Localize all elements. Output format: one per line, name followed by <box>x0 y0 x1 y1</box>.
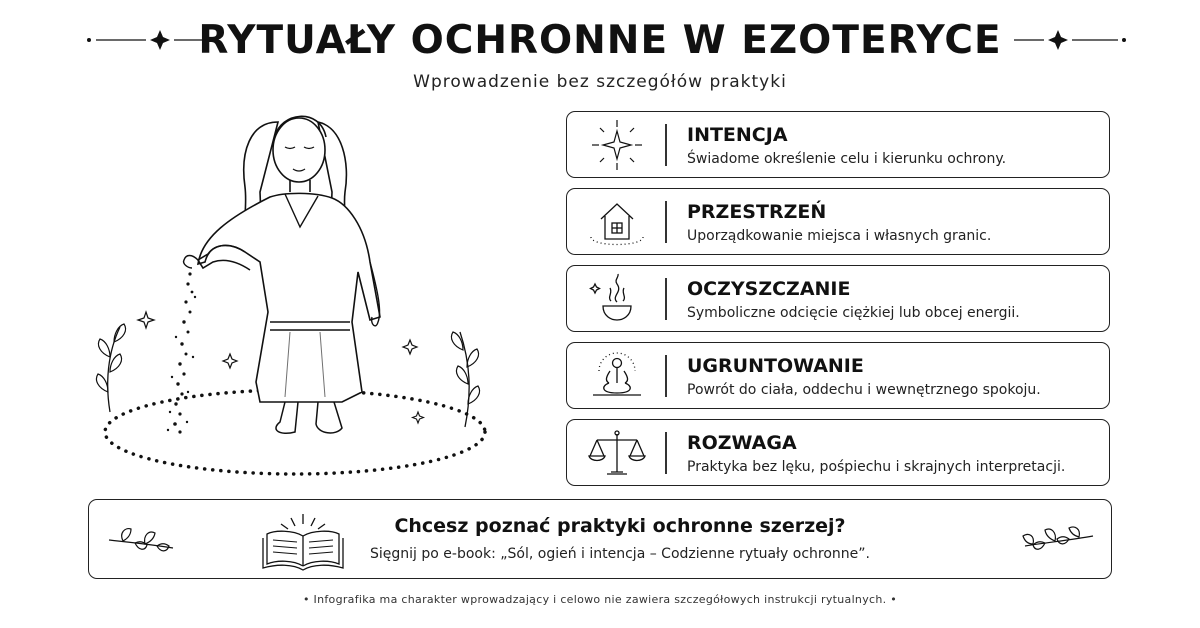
title-ornament-left <box>86 30 212 50</box>
smoking-bowl-icon <box>579 272 655 326</box>
ebook-cta-box <box>88 499 1112 579</box>
card-description: Symboliczne odcięcie ciężkiej lub obcej energii. <box>687 305 1020 321</box>
card-title: PRZESTRZEŃ <box>687 201 827 223</box>
card-title: UGRUNTOWANIE <box>687 355 864 377</box>
page-subtitle: Wprowadzenie bez szczegółów praktyki <box>413 72 787 92</box>
cta-title: Chcesz poznać praktyki ochronne szerzej? <box>394 515 846 537</box>
card-description: Świadome określenie celu i kierunku ochrony. <box>687 151 1007 167</box>
page-title: RYTUAŁY OCHRONNE W EZOTERYCE <box>198 18 1002 63</box>
card-ugruntowanie <box>566 342 1110 409</box>
woman-salt-circle-illustration <box>80 92 500 492</box>
title-ornament-right <box>1014 30 1140 50</box>
card-przestrzen <box>566 188 1110 255</box>
card-oczyszczanie <box>566 265 1110 332</box>
house-icon <box>579 195 655 249</box>
footer-note: • Infografika ma charakter wprowadzający i celowo nie zawiera szczegółowych instrukcji rytualnych. • <box>302 593 898 606</box>
card-title: ROZWAGA <box>687 432 797 454</box>
card-title: OCZYSZCZANIE <box>687 278 851 300</box>
card-intencja <box>566 111 1110 178</box>
card-divider <box>665 355 667 397</box>
card-divider <box>665 201 667 243</box>
card-description: Powrót do ciała, oddechu i wewnętrznego spokoju. <box>687 382 1041 398</box>
cta-text: Sięgnij po e-book: „Sól, ogień i intencja – Codzienne rytuały ochronne”. <box>370 546 870 562</box>
card-description: Praktyka bez lęku, pośpiechu i skrajnych interpretacji. <box>687 459 1066 475</box>
card-description: Uporządkowanie miejsca i własnych granic. <box>687 228 992 244</box>
radiant-star-icon <box>579 118 655 172</box>
scales-icon <box>579 426 655 480</box>
branch-ornament-right-icon <box>1023 522 1095 556</box>
card-rozwaga <box>566 419 1110 486</box>
card-divider <box>665 278 667 320</box>
meditating-person-icon <box>579 349 655 403</box>
card-divider <box>665 432 667 474</box>
card-title: INTENCJA <box>687 124 788 146</box>
card-divider <box>665 124 667 166</box>
